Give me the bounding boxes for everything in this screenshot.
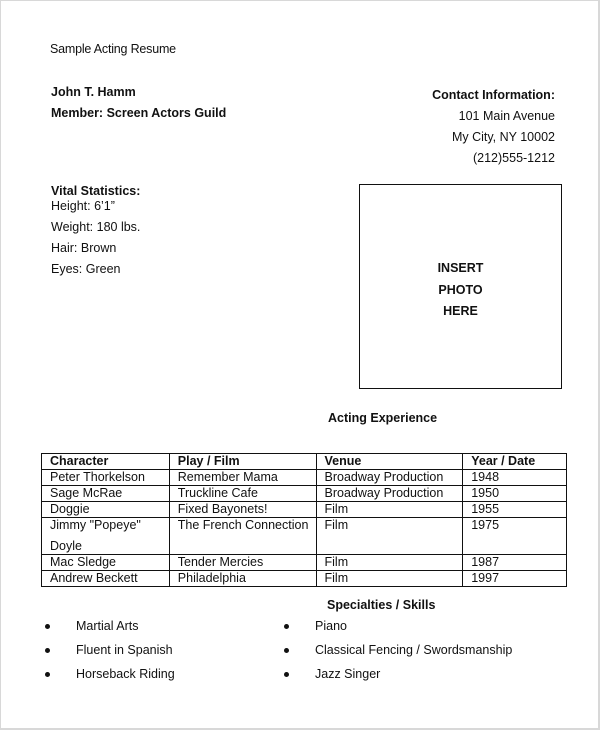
contact-address-line1: 101 Main Avenue [458, 109, 555, 123]
cell-character: Andrew Beckett [42, 571, 170, 587]
cell-play-film: Philadelphia [169, 571, 316, 587]
cell-venue: Film [316, 518, 463, 555]
skill-label: Horseback Riding [76, 667, 175, 681]
column-header-venue: Venue [316, 454, 463, 470]
cell-character: Doggie [42, 502, 170, 518]
cell-character: Sage McRae [42, 486, 170, 502]
photo-text-line3: HERE [443, 304, 478, 318]
cell-character-line1: Jimmy "Popeye" [50, 518, 141, 532]
cell-character: Peter Thorkelson [42, 470, 170, 486]
bullet-icon [45, 624, 50, 629]
cell-venue: Film [316, 571, 463, 587]
bullet-icon [45, 672, 50, 677]
cell-character: Mac Sledge [42, 555, 170, 571]
column-header-character: Character [42, 454, 170, 470]
vital-weight: Weight: 180 lbs. [51, 220, 141, 234]
table-row [42, 470, 567, 486]
bullet-icon [45, 648, 50, 653]
contact-label: Contact Information: [432, 88, 555, 102]
bullet-icon [284, 624, 289, 629]
contact-information [432, 85, 555, 169]
table-row [42, 518, 567, 555]
vital-eyes: Eyes: Green [51, 262, 121, 276]
photo-placeholder [359, 184, 562, 389]
column-header-year: Year / Date [463, 454, 567, 470]
cell-character [42, 518, 170, 555]
cell-venue: Film [316, 502, 463, 518]
cell-year: 1948 [463, 470, 567, 486]
table-row [42, 571, 567, 587]
actor-name: John T. Hamm [51, 85, 136, 99]
cell-year: 1997 [463, 571, 567, 587]
vital-height: Height: 6’1” [51, 199, 115, 213]
cell-play-film: Remember Mama [169, 470, 316, 486]
skill-label: Classical Fencing / Swordsmanship [315, 643, 513, 657]
cell-year: 1950 [463, 486, 567, 502]
cell-play-film: The French Connection [169, 518, 316, 555]
cell-play-film: Tender Mercies [169, 555, 316, 571]
skill-label: Jazz Singer [315, 667, 381, 681]
contact-address-line2: My City, NY 10002 [451, 130, 555, 144]
bullet-icon [284, 672, 289, 677]
vital-statistics [51, 184, 140, 280]
table-row [42, 502, 567, 518]
skill-label: Fluent in Spanish [76, 643, 173, 657]
cell-play-film: Fixed Bayonets! [169, 502, 316, 518]
skill-label: Piano [315, 619, 347, 633]
cell-character-line2: Doyle [50, 539, 82, 553]
cell-year: 1975 [463, 518, 567, 555]
cell-play-film: Truckline Cafe [169, 486, 316, 502]
acting-experience-table [41, 453, 567, 587]
column-header-play-film: Play / Film [169, 454, 316, 470]
document-title: Sample Acting Resume [50, 42, 176, 56]
skill-label: Martial Arts [76, 619, 139, 633]
photo-placeholder-text [360, 258, 561, 323]
skills-heading: Specialties / Skills [327, 598, 436, 612]
table-header-row [42, 454, 567, 470]
acting-experience-heading: Acting Experience [328, 411, 438, 425]
table-row [42, 555, 567, 571]
bullet-icon [284, 648, 289, 653]
cell-venue: Broadway Production [316, 486, 463, 502]
photo-text-line1: INSERT [437, 261, 484, 275]
cell-venue: Film [316, 555, 463, 571]
vitals-label: Vital Statistics: [51, 184, 141, 198]
contact-phone: (212)555-1212 [472, 151, 555, 165]
vital-hair: Hair: Brown [51, 241, 117, 255]
cell-venue: Broadway Production [316, 470, 463, 486]
cell-year: 1955 [463, 502, 567, 518]
union-membership: Member: Screen Actors Guild [51, 106, 227, 120]
table-row [42, 486, 567, 502]
cell-year: 1987 [463, 555, 567, 571]
photo-text-line2: PHOTO [438, 282, 483, 297]
